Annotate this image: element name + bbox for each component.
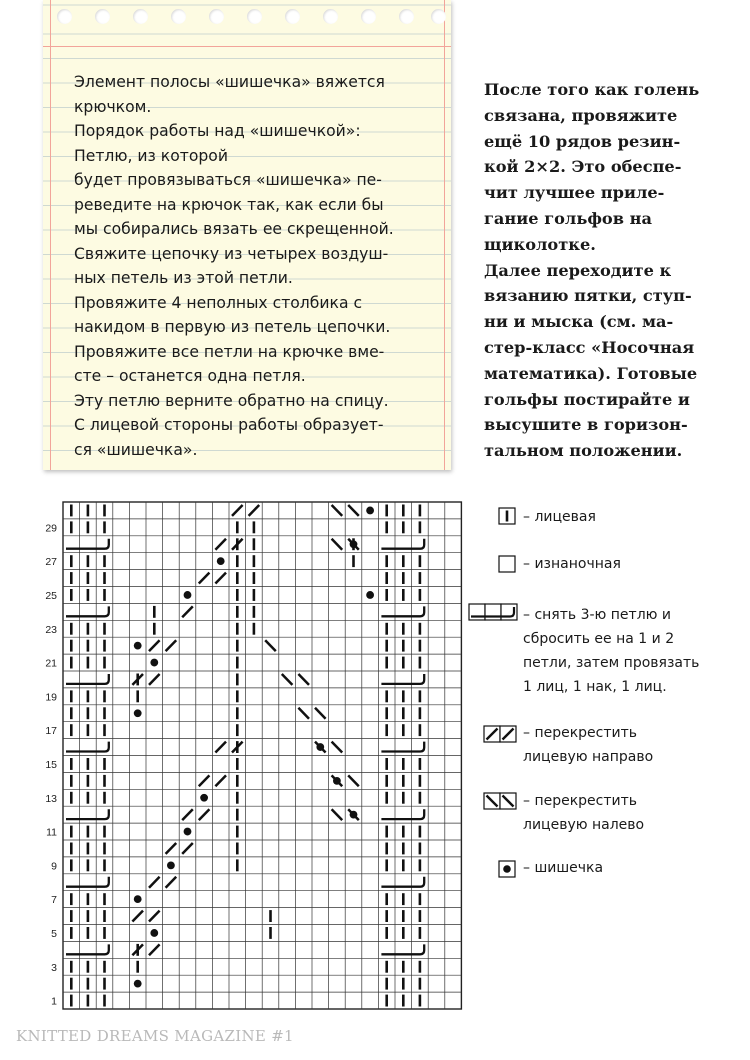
note-header-line — [43, 46, 451, 47]
note-card — [43, 0, 451, 470]
instruction-line: математика). Готовые — [484, 363, 698, 383]
row-label: 1 — [51, 995, 57, 1008]
row-label: 25 — [45, 589, 57, 602]
note-margin-line — [444, 0, 445, 470]
instruction-line: вязанию пятки, ступ- — [484, 286, 692, 306]
bobble-stitch — [134, 980, 142, 988]
bobble-stitch — [217, 557, 225, 565]
bobble-symbol-icon — [498, 860, 518, 878]
bobble-stitch — [366, 591, 374, 599]
instruction-line: После того как голень — [484, 80, 700, 99]
bobble-stitch — [316, 743, 324, 751]
note-line: Провяжите все петли на крючке вме- — [74, 342, 385, 361]
legend-cross-right: – перекрестить лицевую направо — [523, 725, 654, 765]
row-label: 15 — [45, 758, 57, 771]
row-label: 3 — [51, 961, 57, 974]
legend-bobble: – шишечка — [523, 860, 604, 876]
chart-grid — [63, 502, 461, 1009]
binder-hole — [247, 9, 262, 24]
instruction-line: гание гольфов на — [484, 208, 652, 228]
bobble-stitch — [150, 929, 158, 937]
binder-hole — [133, 9, 148, 24]
bobble-stitch — [134, 895, 142, 903]
instruction-line: стер-класс «Носочная — [484, 337, 695, 357]
note-line: крючком. — [74, 97, 152, 116]
binder-hole — [431, 9, 446, 24]
chart-row-labels — [45, 522, 57, 1007]
instruction-line: кой 2×2. Это обеспе- — [484, 157, 682, 177]
note-line: реведите на крючок так, как если бы — [74, 195, 384, 214]
row-label: 23 — [45, 623, 57, 636]
row-label: 7 — [51, 894, 57, 907]
row-label: 19 — [45, 691, 57, 704]
note-line: Провяжите 4 неполных столбика с — [74, 293, 363, 312]
finishing-instructions — [484, 77, 734, 464]
note-line: Порядок работы над «шишечкой»: — [74, 122, 361, 140]
bobble-stitch — [350, 811, 358, 819]
bobble-stitch — [134, 642, 142, 650]
binder-hole — [399, 9, 414, 24]
bobble-stitch — [167, 861, 175, 869]
note-margin-line — [50, 0, 51, 470]
instruction-line: высушите в горизон- — [484, 415, 688, 435]
bobble-stitch — [200, 794, 208, 802]
knit-symbol-icon — [498, 507, 518, 525]
row-label: 27 — [45, 556, 57, 569]
row-label: 17 — [45, 725, 57, 738]
instruction-line: ни и мыска (см. ма- — [484, 312, 674, 332]
bobble-stitch — [184, 591, 192, 599]
purl-symbol-icon — [498, 555, 518, 573]
bobble-stitch — [333, 777, 341, 785]
binder-hole — [171, 9, 186, 24]
bobble-instructions — [74, 70, 434, 462]
cross-left-symbol-icon — [483, 792, 519, 810]
binder-hole — [209, 9, 224, 24]
instruction-line: щиколотке. — [484, 234, 596, 254]
instruction-line: чит лучшее приле- — [484, 183, 665, 203]
note-line: ных петель из этой петли. — [74, 269, 293, 287]
bobble-stitch — [134, 709, 142, 717]
note-line: Петлю, из которой — [74, 146, 228, 165]
note-line: будет провязываться «шишечка» пе- — [74, 171, 382, 189]
magazine-footer: KNITTED DREAMS MAGAZINE #1 — [16, 1027, 294, 1045]
binder-hole — [285, 9, 300, 24]
note-line: С лицевой стороны работы образует- — [74, 416, 384, 434]
note-line: Эту петлю верните обратно на спицу. — [74, 391, 389, 410]
cross-right-symbol-icon — [483, 725, 519, 743]
note-line: сте – останется одна петля. — [74, 367, 306, 385]
row-label: 5 — [51, 927, 57, 940]
binder-hole — [323, 9, 338, 24]
instruction-line: связана, провяжите — [484, 105, 678, 125]
bobble-stitch — [150, 659, 158, 667]
legend-knit: – лицевая — [523, 509, 596, 525]
instruction-line: ещё 10 рядов резин- — [484, 131, 681, 151]
note-line: накидом в первую из петель цепочки. — [74, 318, 391, 336]
bobble-stitch — [350, 540, 358, 548]
binder-hole — [57, 9, 72, 24]
bobble-stitch — [366, 507, 374, 515]
instruction-line: гольфы постирайте и — [484, 389, 690, 409]
bobble-stitch — [184, 828, 192, 836]
row-label: 9 — [51, 860, 57, 873]
knitting-chart — [0, 495, 470, 1020]
legend-drop: – снять 3-ю петлю и сбросить ее на 1 и 2 петли, затем провязать 1 лиц, 1 нак, 1 лиц. — [523, 607, 700, 695]
row-label: 11 — [46, 826, 57, 839]
note-line: ся «шишечка». — [74, 440, 198, 459]
row-label: 29 — [45, 522, 57, 535]
instruction-line: Далее переходите к — [484, 260, 672, 280]
binder-hole — [95, 9, 110, 24]
note-line: мы собирались вязать ее скрещенной. — [74, 220, 394, 238]
drop-stitch-symbol-icon — [468, 603, 520, 623]
legend-purl: – изнаночная — [523, 556, 621, 572]
row-label: 13 — [45, 792, 57, 805]
row-label: 21 — [45, 657, 57, 670]
instruction-line: тальном положении. — [484, 441, 683, 461]
binder-hole — [361, 9, 376, 24]
note-line: Свяжите цепочку из четырех воздуш- — [74, 244, 389, 263]
legend-cross-left: – перекрестить лицевую налево — [523, 793, 645, 833]
note-line: Элемент полосы «шишечка» вяжется — [74, 73, 385, 91]
